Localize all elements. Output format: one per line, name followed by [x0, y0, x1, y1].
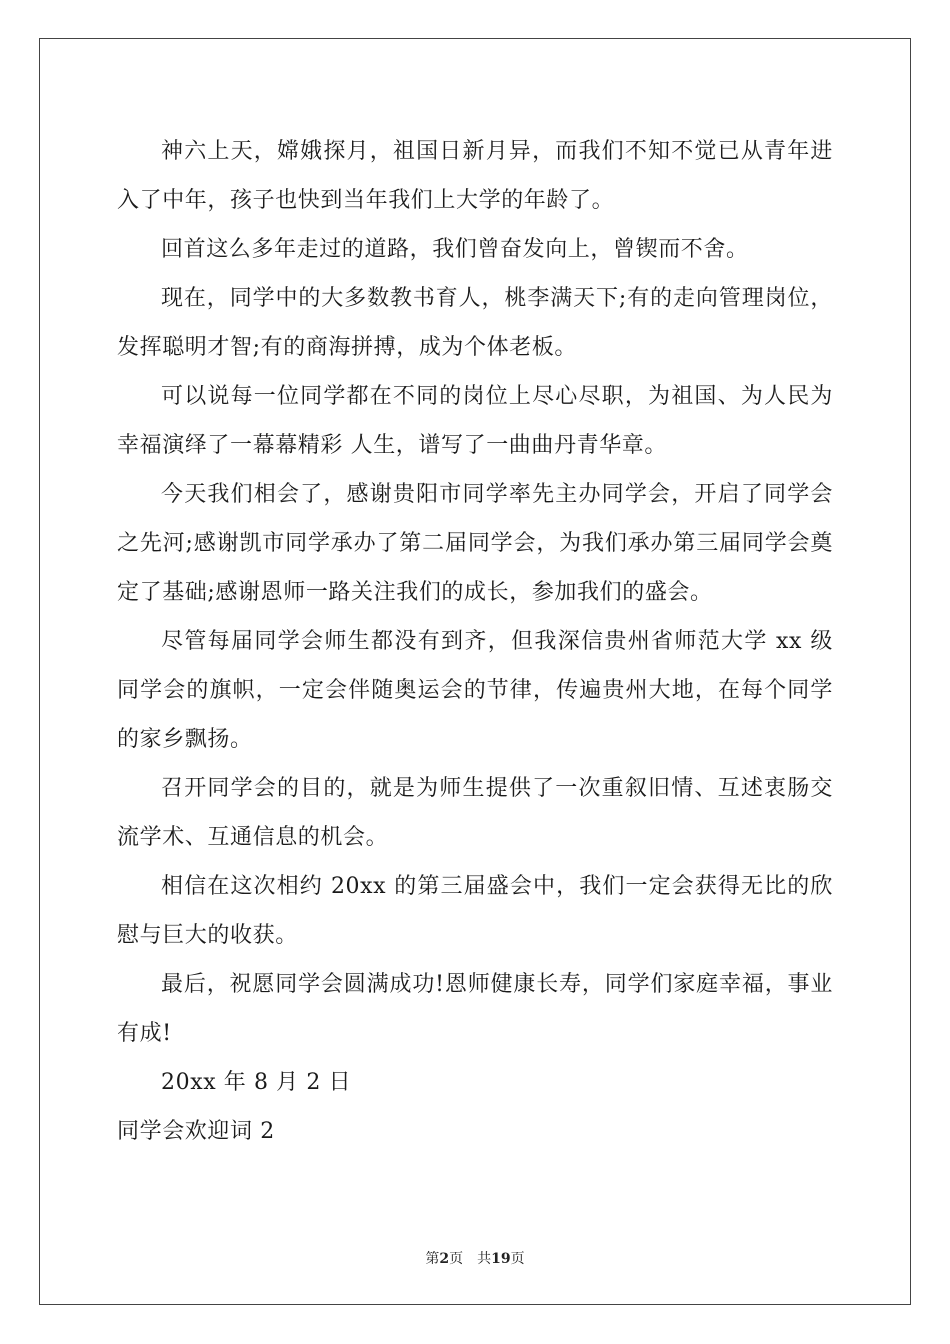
footer-page-number: 2: [439, 1251, 450, 1267]
footer-total-suffix: 页: [510, 1251, 525, 1267]
paragraph-5: 今天我们相会了，感谢贵阳市同学率先主办同学会，开启了同学会之先河;感谢凯市同学承办了第二届同学会，为我们承办第三届同学会奠定了基础;感谢恩师一路关注我们的成长，参加我们的盛会。: [117, 482, 833, 605]
document-body: [117, 127, 833, 1156]
footer-page-prefix: 第: [425, 1251, 440, 1267]
paragraph-1: 神六上天，嫦娥探月，祖国日新月异，而我们不知不觉已从青年进入了中年，孩子也快到当年我们上大学的年龄了。: [117, 139, 833, 213]
paragraph-7: 召开同学会的目的，就是为师生提供了一次重叙旧情、互述衷肠交流学术、互通信息的机会。: [117, 776, 833, 850]
paragraph-6: 尽管每届同学会师生都没有到齐，但我深信贵州省师范大学 xx 级同学会的旗帜，一定会伴随奥运会的节律，传遍贵州大地，在每个同学的家乡飘扬。: [117, 629, 833, 752]
paragraph-4: 可以说每一位同学都在不同的岗位上尽心尽职，为祖国、为人民为幸福演绎了一幕幕精彩 人生，谱写了一曲曲丹青华章。: [117, 384, 833, 458]
next-section-title: 同学会欢迎词 2: [117, 1119, 275, 1144]
footer-page-suffix: 页: [449, 1251, 464, 1267]
date-line: 20xx 年 8 月 2 日: [161, 1070, 352, 1095]
paragraph-9: 最后，祝愿同学会圆满成功!恩师健康长寿，同学们家庭幸福，事业有成!: [117, 972, 833, 1046]
page-footer: [0, 1248, 950, 1268]
footer-total-pages: 19: [491, 1251, 511, 1267]
paragraph-8: 相信在这次相约 20xx 的第三届盛会中，我们一定会获得无比的欣慰与巨大的收获。: [117, 874, 833, 948]
footer-total-prefix: 共: [477, 1251, 492, 1267]
paragraph-3: 现在，同学中的大多数教书育人，桃李满天下;有的走向管理岗位，发挥聪明才智;有的商海拼搏，成为个体老板。: [117, 286, 833, 360]
paragraph-2: 回首这么多年走过的道路，我们曾奋发向上，曾锲而不舍。: [161, 237, 749, 262]
